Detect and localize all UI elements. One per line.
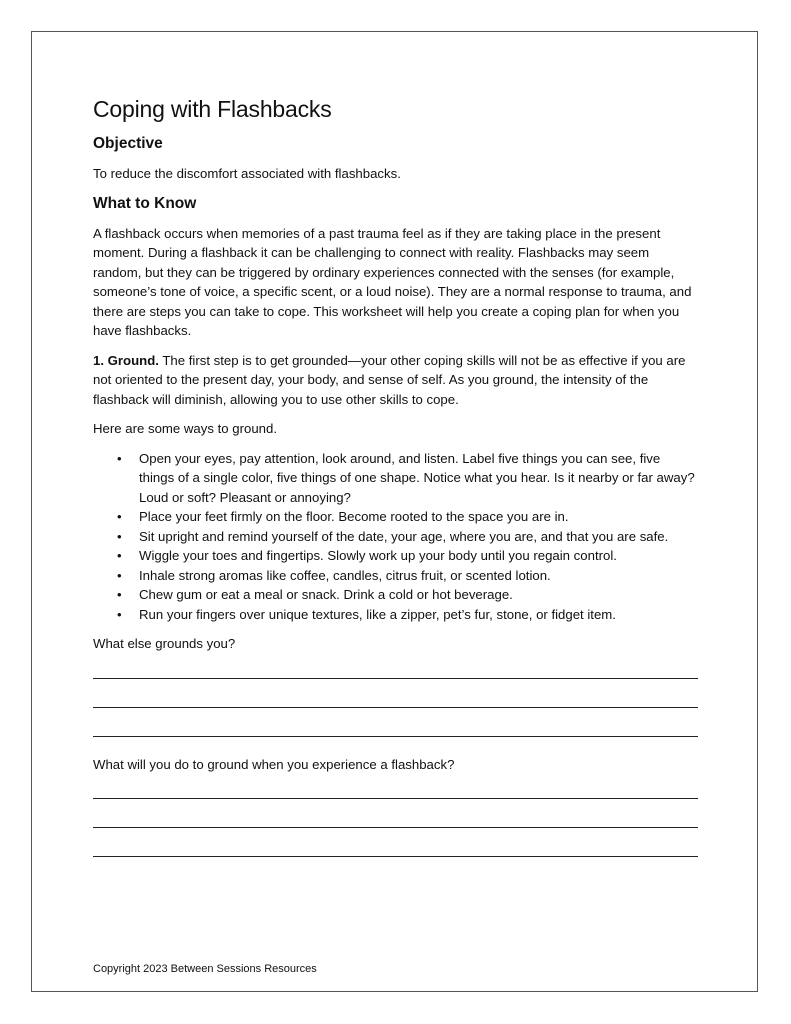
answer-line[interactable]: [93, 799, 698, 828]
worksheet-content: [93, 94, 698, 867]
list-item: • Chew gum or eat a meal or snack. Drink a cold or hot beverage.: [139, 585, 698, 605]
answer-line[interactable]: [93, 654, 698, 679]
question-ground-plan: What will you do to ground when you experience a flashback?: [93, 756, 455, 772]
list-item: • Open your eyes, pay attention, look around, and listen. Label five things you can see, five things of a single color, five things of one shape. Notice what you hear. Is it nearby or far away? Loud or soft? Pleasant or annoying?: [139, 449, 698, 508]
objective-heading: Objective: [93, 135, 163, 152]
what-to-know-paragraph: A flashback occurs when memories of a past trauma feel as if they are taking place in the present moment. During a flashback it can be challenging to connect with reality. Flashbacks may seem random, but they can be triggered by ordinary experiences connected with the senses (for example, someone’s tone of voice, a specific scent, or a loud noise). They are a normal response to trauma, and there are steps you can take to cope. This worksheet will help you create a coping plan for when you have flashbacks.: [93, 225, 692, 338]
list-item: • Sit upright and remind yourself of the date, your age, where you are, and that you are safe.: [139, 527, 698, 547]
answer-line[interactable]: [93, 774, 698, 799]
answer-line[interactable]: [93, 828, 698, 857]
what-to-know-heading: What to Know: [93, 194, 197, 212]
list-item: • Wiggle your toes and fingertips. Slowly work up your body until you regain control.: [139, 546, 698, 566]
answer-line[interactable]: [93, 708, 698, 737]
list-item: • Inhale strong aromas like coffee, candles, citrus fruit, or scented lotion.: [139, 566, 698, 586]
question-what-else-grounds: What else grounds you?: [93, 636, 236, 651]
list-item: • Run your fingers over unique textures, like a zipper, pet’s fur, stone, or fidget item.: [139, 605, 698, 625]
copyright-footer: Copyright 2023 Between Sessions Resources: [93, 963, 317, 975]
ground-step-label: 1. Ground.: [93, 352, 159, 368]
ground-paragraph: [93, 351, 698, 410]
answer-line[interactable]: [93, 679, 698, 708]
grounding-list: [93, 449, 698, 625]
page-title: Coping with Flashbacks: [93, 96, 332, 122]
objective-text: To reduce the discomfort associated with flashbacks.: [93, 166, 401, 181]
answer-lines-1: [93, 654, 698, 737]
answer-lines-2: [93, 774, 698, 857]
ground-step-text: The first step is to get grounded—your other coping skills will not be as effective if you are not oriented to the present day, your body, and sense of self. As you ground, the intensity of the flashback will diminish, allowing you to use other skills to cope.: [93, 352, 686, 407]
list-item: • Place your feet firmly on the floor. Become rooted to the space you are in.: [139, 507, 698, 527]
ground-intro: Here are some ways to ground.: [93, 421, 277, 436]
